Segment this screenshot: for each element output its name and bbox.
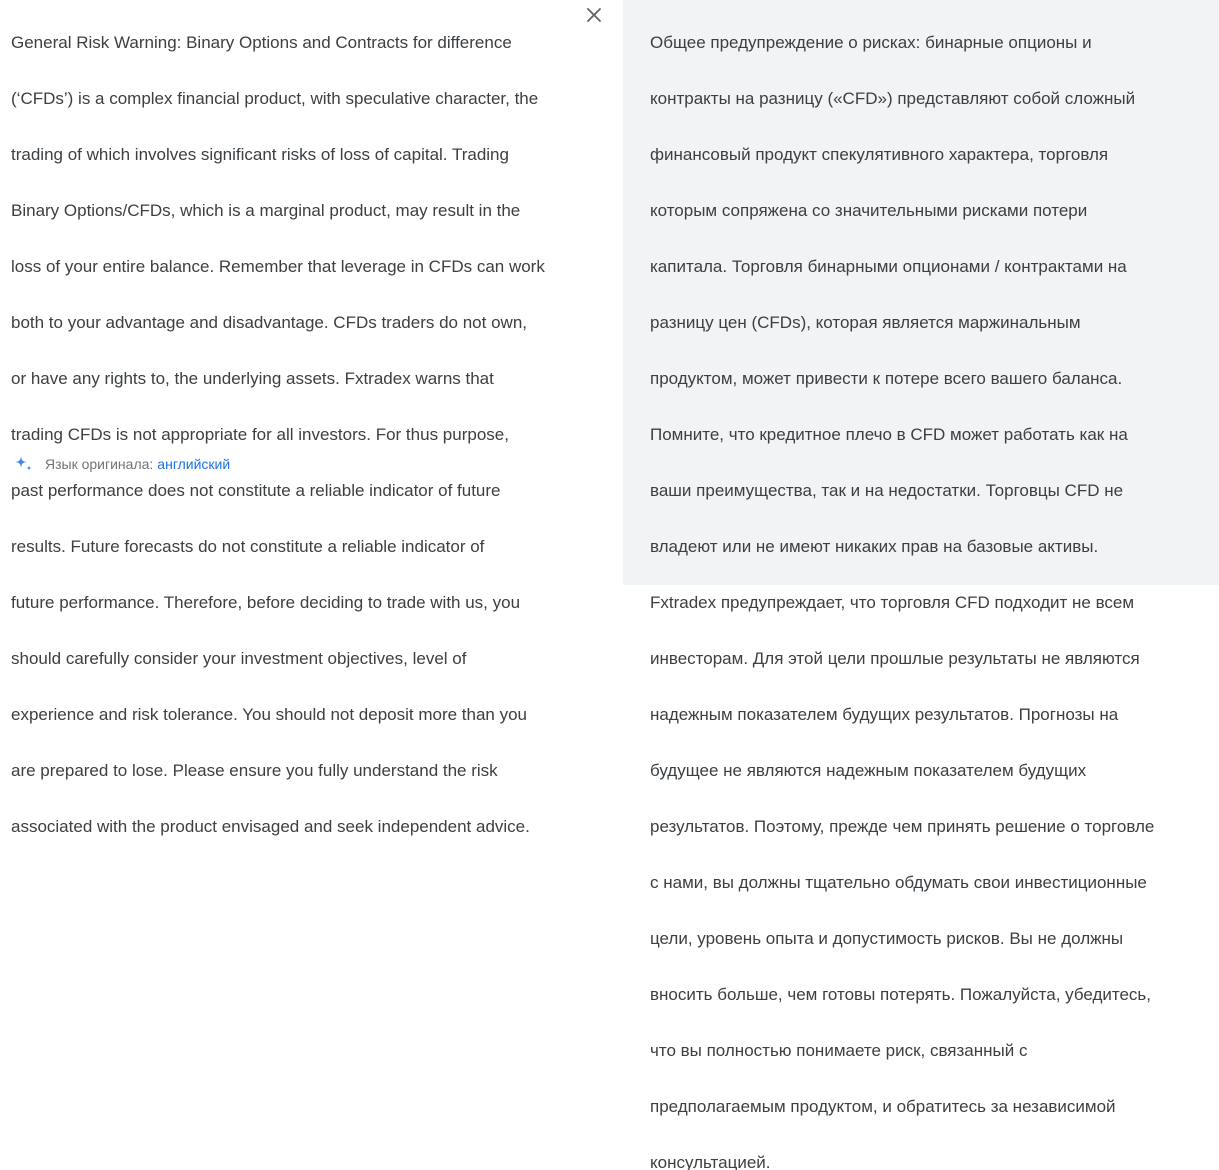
translation-line: Общее предупреждение о рисках: бинарные опционы и	[650, 33, 1092, 52]
source-line: past performance does not constitute a reliable indicator of future	[11, 481, 501, 500]
source-line: trading of which involves significant risks of loss of capital. Trading	[11, 145, 509, 164]
source-line: Binary Options/CFDs, which is a marginal product, may result in the	[11, 201, 521, 220]
translation-line: владеют или не имеют никаких прав на базовые активы.	[650, 537, 1099, 556]
translation-text	[650, 1, 1190, 1170]
sparkle-icon	[11, 452, 35, 476]
translation-line: Fxtradex предупреждает, что торговля CFD подходит не всем	[650, 593, 1135, 612]
source-line: are prepared to lose. Please ensure you fully understand the risk	[11, 761, 498, 780]
translation-line: с нами, вы должны тщательно обдумать свои инвестиционные	[650, 873, 1147, 892]
translation-line: консультацией.	[650, 1153, 771, 1170]
source-line: General Risk Warning: Binary Options and Contracts for difference	[11, 33, 512, 52]
translation-line: Помните, что кредитное плечо в CFD может работать как на	[650, 425, 1128, 444]
translation-line: что вы полностью понимаете риск, связанный с	[650, 1041, 1028, 1060]
translation-line: результатов. Поэтому, прежде чем принять решение о торговле	[650, 817, 1155, 836]
source-line: both to your advantage and disadvantage. CFDs traders do not own,	[11, 313, 527, 332]
source-line: associated with the product envisaged and seek independent advice.	[11, 817, 530, 836]
source-line: experience and risk tolerance. You should not deposit more than you	[11, 705, 528, 724]
language-label: Язык оригинала:	[45, 456, 154, 472]
translation-line: предполагаемым продуктом, и обратитесь за независимой	[650, 1097, 1116, 1116]
source-text	[11, 1, 581, 869]
translation-line: которым сопряжена со значительными рисками потери	[650, 201, 1088, 220]
source-line: should carefully consider your investment objectives, level of	[11, 649, 467, 668]
translation-line: надежным показателем будущих результатов. Прогнозы на	[650, 705, 1119, 724]
translation-line: цели, уровень опыта и допустимость рисков. Вы не должны	[650, 929, 1124, 948]
translation-line: капитала. Торговля бинарными опционами / контрактами на	[650, 257, 1127, 276]
source-line: or have any rights to, the underlying assets. Fxtradex warns that	[11, 369, 494, 388]
source-pane	[0, 0, 623, 836]
source-line: loss of your entire balance. Remember that leverage in CFDs can work	[11, 257, 545, 276]
translation-line: продуктом, может привести к потере всего вашего баланса.	[650, 369, 1123, 388]
detected-language	[11, 452, 230, 476]
source-line: future performance. Therefore, before deciding to trade with us, you	[11, 593, 521, 612]
translation-pane	[623, 0, 1219, 1170]
source-line: (‘CFDs’) is a complex financial product, with speculative character, the	[11, 89, 539, 108]
translation-line: будущее не являются надежным показателем будущих	[650, 761, 1087, 780]
source-line: results. Future forecasts do not constitute a reliable indicator of	[11, 537, 485, 556]
translation-line: финансовый продукт спекулятивного характера, торговля	[650, 145, 1109, 164]
clear-source-button[interactable]	[582, 3, 606, 27]
translation-line: ваши преимущества, так и на недостатки. Торговцы CFD не	[650, 481, 1124, 500]
translation-line: инвесторам. Для этой цели прошлые результаты не являются	[650, 649, 1140, 668]
translation-line: контракты на разницу («CFD») представляют собой сложный	[650, 89, 1136, 108]
translation-line: вносить больше, чем готовы потерять. Пожалуйста, убедитесь,	[650, 985, 1152, 1004]
translation-line: разницу цен (CFDs), которая является маржинальным	[650, 313, 1081, 332]
close-icon	[586, 7, 602, 23]
source-language-link[interactable]: английский	[157, 456, 231, 472]
source-line: trading CFDs is not appropriate for all investors. For thus purpose,	[11, 425, 509, 444]
